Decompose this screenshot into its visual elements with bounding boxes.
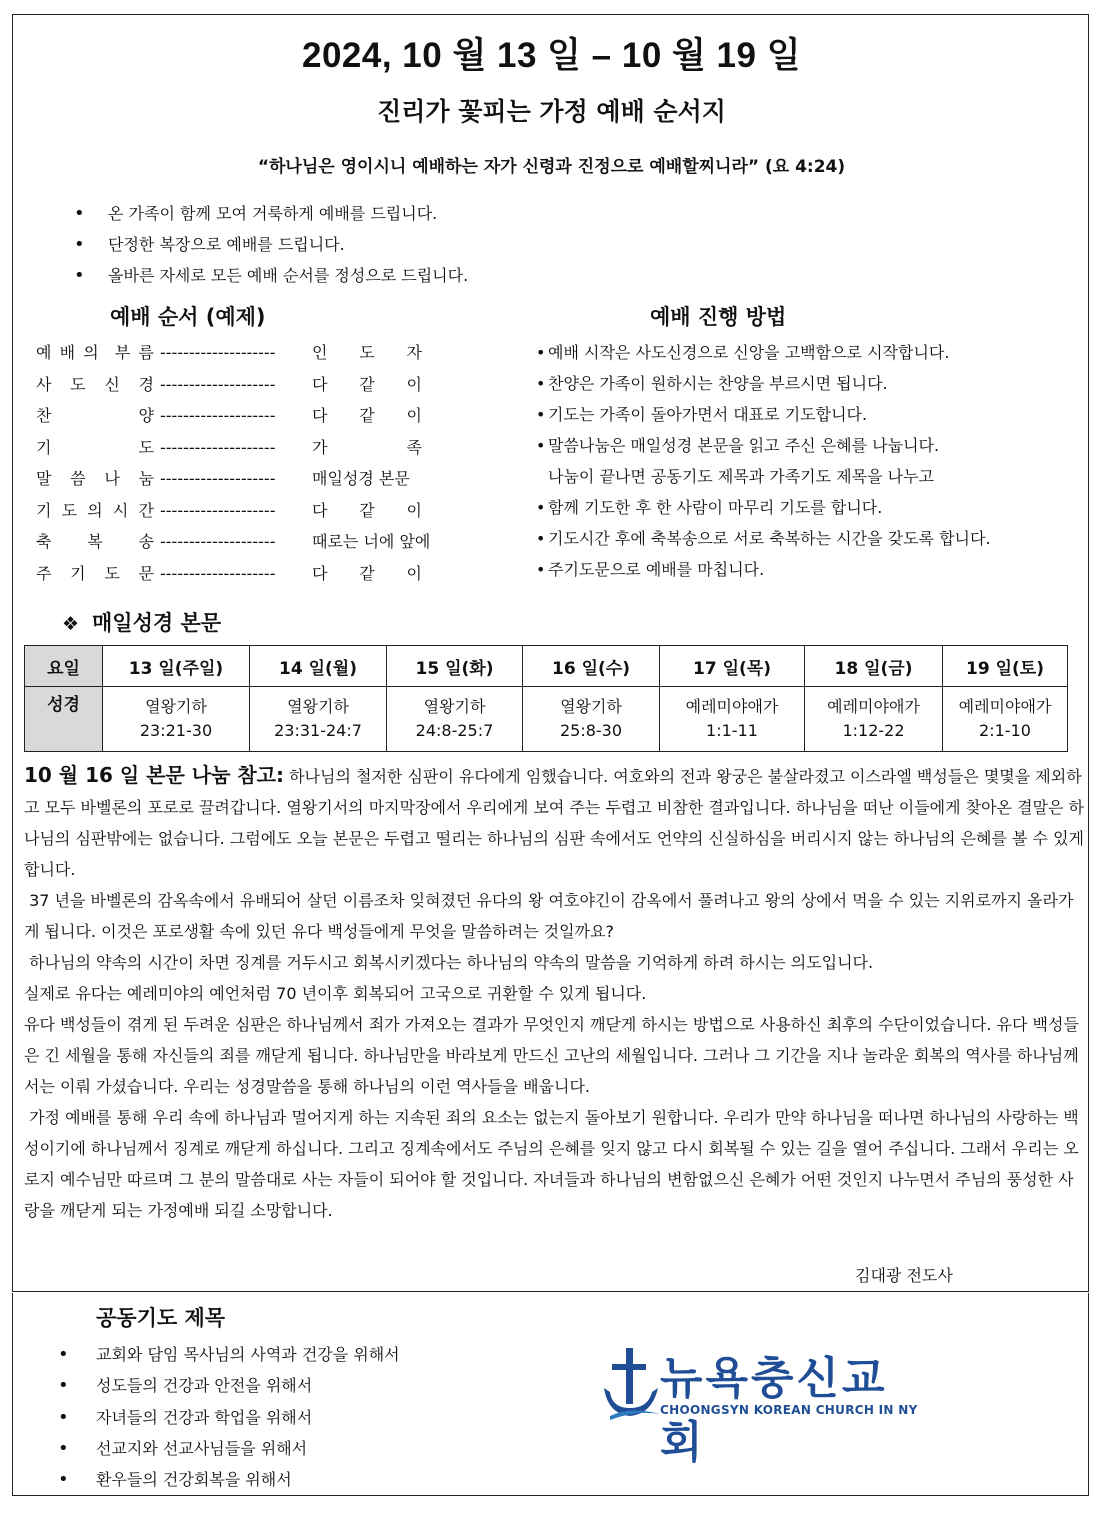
prayer-item: • 선교지와 선교사님들을 위해서 bbox=[58, 1435, 400, 1466]
table-row bbox=[25, 687, 1068, 752]
day-header-cell: 15 일(화) bbox=[387, 646, 523, 687]
day-header-cell: 13 일(주일) bbox=[103, 646, 250, 687]
reading-cell bbox=[943, 687, 1068, 752]
day-header-cell: 19 일(토) bbox=[943, 646, 1068, 687]
order-row bbox=[36, 339, 436, 371]
prayer-item: • 환우들의 건강회복을 위해서 bbox=[58, 1466, 400, 1497]
prayer-item: • 자녀들의 건강과 학업을 위해서 bbox=[58, 1404, 400, 1435]
prayer-item: • 성도들의 건강과 안전을 위해서 bbox=[58, 1372, 400, 1403]
order-item-name: 주 기 도 문 bbox=[36, 563, 154, 583]
order-dash-leader: -------------------- bbox=[160, 343, 276, 362]
bullet-icon: • bbox=[536, 529, 546, 548]
guideline-item: • 단정한 복장으로 예배를 드립니다. bbox=[74, 231, 468, 262]
author-name: 김대광 전도사 bbox=[855, 1266, 953, 1285]
bullet-icon: • bbox=[536, 343, 546, 362]
cross-anchor-icon bbox=[600, 1344, 664, 1424]
diamond-bullet-icon: ❖ bbox=[62, 613, 80, 635]
bullet-icon: • bbox=[536, 374, 546, 393]
order-item-leader: 때로는 너에 앞에 bbox=[312, 532, 431, 551]
reading-book: 예레미야애가 bbox=[958, 697, 1052, 716]
reading-book: 예레미야애가 bbox=[827, 697, 920, 716]
day-header-cell: 16 일(수) bbox=[523, 646, 660, 687]
bullet-icon: • bbox=[536, 405, 546, 424]
day-header-cell: 18 일(금) bbox=[805, 646, 943, 687]
reflection-section bbox=[24, 760, 1084, 1226]
reflection-intro: 하나님의 철저한 심판이 유다에게 임했습니다. 여호와의 전과 왕궁은 불살라졌고 이스라엘 백성들은 몇몇을 제외하고 모두 바벨론의 포로로 끌려갑니다. 열왕기서의 마지막장에서 우리에게 보여 주는 두렵고 비참한 결과입니다. 하나님을 떠난 이들에게 찾아온 결말은 하나님의 심판밖에는 없습니다. 그럼에도 오늘 본문은 두렵고 떨리는 하나님의 심판 속에서도 언약의 신실하심을 버리시지 않는 하나님의 은혜를 볼 수 있게 합니다. bbox=[24, 767, 1084, 879]
reading-book: 열왕기하 bbox=[560, 697, 622, 716]
bible-schedule-table bbox=[24, 645, 1068, 752]
page-title: 진리가 꽃피는 가정 예배 순서지 bbox=[377, 97, 726, 126]
order-item-leader: 다 같 이 bbox=[312, 374, 422, 394]
method-text: 말씀나눔은 매일성경 본문을 읽고 주신 은혜를 나눕니다. bbox=[548, 436, 940, 455]
church-logo bbox=[600, 1340, 930, 1468]
order-item-leader: 매일성경 본문 bbox=[312, 469, 410, 488]
verse-quote: “하나님은 영이시니 예배하는 자가 신령과 진정으로 예배할찌니라” (요 4:24) bbox=[257, 157, 846, 177]
order-dash-leader: -------------------- bbox=[160, 406, 276, 425]
reading-verses: 25:8-30 bbox=[559, 721, 623, 740]
method-row bbox=[536, 556, 1081, 587]
prayer-list bbox=[58, 1341, 400, 1497]
method-text: 나눔이 끝나면 공동기도 제목과 가족기도 제목을 나누고 bbox=[548, 467, 935, 486]
prayer-heading: 공동기도 제목 bbox=[96, 1306, 226, 1330]
reading-book: 열왕기하 bbox=[145, 697, 207, 716]
guideline-item: • 올바른 자세로 모든 예배 순서를 정성으로 드립니다. bbox=[74, 262, 468, 293]
order-item-leader: 가 족 bbox=[312, 437, 422, 457]
order-row bbox=[36, 434, 436, 466]
reading-book: 열왕기하 bbox=[287, 697, 349, 716]
order-heading: 예배 순서 (예제) bbox=[110, 305, 266, 329]
reading-verses: 24:8-25:7 bbox=[415, 721, 494, 740]
order-item-leader: 인 도 자 bbox=[312, 343, 422, 362]
reading-verses: 2:1-10 bbox=[979, 721, 1031, 740]
reflection-intro-paragraph bbox=[24, 760, 1084, 885]
bullet-icon: • bbox=[536, 498, 546, 517]
method-text: 함께 기도한 후 한 사람이 마무리 기도를 합니다. bbox=[548, 498, 883, 517]
reflection-paragraph: 가정 예배를 통해 우리 속에 하나님과 멀어지게 하는 지속된 죄의 요소는 없는지 돌아보기 원합니다. 우리가 만약 하나님을 떠나면 하나님의 사랑하는 백성이기에 하나님께서 징계로 깨닫게 하십니다. 그리고 징계속에서도 주님의 은혜를 잊지 않고 다시 회복될 수 있는 길을 열어 주십니다. 그래서 우리는 오로지 예수님만 따르며 그 분의 말씀대로 사는 자들이 되어야 할 것입니다. 자녀들과 하나님의 변함없으신 은혜가 어떤 것인지 나누면서 주님의 풍성한 사랑을 깨닫게 되는 가정예배 되길 소망합니다. bbox=[24, 1108, 1079, 1220]
table-header-row bbox=[25, 646, 1068, 687]
bullet-icon: • bbox=[536, 436, 546, 455]
order-item-name: 찬 양 bbox=[36, 406, 154, 425]
date-range-title: 2024, 10 월 13 일 – 10 월 19 일 bbox=[301, 36, 802, 75]
method-heading: 예배 진행 방법 bbox=[650, 305, 787, 329]
reading-cell bbox=[103, 687, 250, 752]
guideline-item: • 온 가족이 함께 모여 거룩하게 예배를 드립니다. bbox=[74, 200, 468, 231]
reflection-paragraph: 실제로 유다는 예레미야의 예언처럼 70 년이후 회복되어 고국으로 귀환할 수 있게 됩니다. bbox=[24, 984, 647, 1003]
order-dash-leader: -------------------- bbox=[160, 469, 276, 488]
order-item-name: 예 배 의 부 름 bbox=[36, 343, 154, 362]
method-row bbox=[536, 339, 1081, 370]
logo-name: 뉴욕충신교회 bbox=[660, 1353, 888, 1468]
order-item-name: 기 도 bbox=[36, 437, 154, 457]
reading-cell bbox=[660, 687, 805, 752]
reading-verses: 1:1-11 bbox=[706, 721, 758, 740]
method-text: 기도는 가족이 돌아가면서 대표로 기도합니다. bbox=[548, 405, 868, 424]
worship-order-list bbox=[36, 339, 436, 591]
reading-book: 예레미야애가 bbox=[685, 697, 779, 716]
logo-subtitle: CHOONGSYN KOREAN CHURCH IN NY bbox=[660, 1403, 918, 1417]
reading-cell bbox=[805, 687, 943, 752]
order-dash-leader: -------------------- bbox=[160, 532, 276, 551]
ref-label-cell: 성경 bbox=[25, 687, 103, 752]
reading-cell bbox=[523, 687, 660, 752]
order-row bbox=[36, 371, 436, 403]
method-text: 찬양은 가족이 원하시는 찬양을 부르시면 됩니다. bbox=[548, 374, 888, 393]
reflection-paragraph: 유다 백성들이 겪게 된 두려운 심판은 하나님께서 죄가 가져오는 결과가 무엇인지 깨닫게 하시는 방법으로 사용하신 최후의 수단이었습니다. 유다 백성들은 긴 세월을 통해 자신들의 죄를 깨닫게 됩니다. 하나님만을 바라보게 만드신 고난의 세월입니다. 그러나 그 기간을 지나 놀라운 회복의 역사를 하나님께서는 이뤄 가셨습니다. 우리는 성경말씀을 통해 하나님의 이런 역사들을 배웁니다. bbox=[24, 1015, 1079, 1096]
order-dash-leader: -------------------- bbox=[160, 500, 276, 520]
order-row bbox=[36, 465, 436, 497]
order-dash-leader: -------------------- bbox=[160, 563, 276, 583]
order-row bbox=[36, 402, 436, 434]
method-row bbox=[536, 494, 1081, 525]
day-label-cell: 요일 bbox=[25, 646, 103, 687]
bullet-icon: • bbox=[536, 560, 546, 579]
method-row bbox=[536, 370, 1081, 401]
order-dash-leader: -------------------- bbox=[160, 437, 276, 457]
reading-verses: 23:21-30 bbox=[139, 721, 213, 740]
order-item-leader: 다 같 이 bbox=[312, 500, 422, 520]
method-row bbox=[536, 401, 1081, 432]
reading-book: 열왕기하 bbox=[423, 697, 486, 716]
order-item-name: 기 도 의 시 간 bbox=[36, 500, 154, 520]
day-header-cell: 17 일(목) bbox=[660, 646, 805, 687]
order-dash-leader: -------------------- bbox=[160, 374, 276, 394]
method-text: 예배 시작은 사도신경으로 신앙을 고백함으로 시작합니다. bbox=[548, 343, 950, 362]
method-text: 기도시간 후에 축복송으로 서로 축복하는 시간을 갖도록 합니다. bbox=[548, 529, 991, 548]
reading-verses: 1:12-22 bbox=[842, 721, 905, 740]
bible-heading bbox=[62, 607, 221, 637]
order-item-leader: 다 같 이 bbox=[312, 563, 422, 583]
order-row bbox=[36, 528, 436, 560]
method-row bbox=[536, 463, 1081, 494]
reading-verses: 23:31-24:7 bbox=[274, 721, 362, 740]
worship-method-list bbox=[536, 339, 1081, 587]
reflection-paragraph: 37 년을 바벨론의 감옥속에서 유배되어 살던 이름조차 잊혀졌던 유다의 왕 여호야긴이 감옥에서 풀려나고 왕의 상에서 먹을 수 있는 지위로까지 올라가게 됩니다. 이것은 포로생활 속에 있던 유다 백성들에게 무엇을 말씀하려는 것일까요? bbox=[24, 891, 1074, 941]
guidelines-list bbox=[74, 200, 468, 293]
day-header-cell: 14 일(월) bbox=[250, 646, 387, 687]
reflection-title: 10 월 16 일 본문 나눔 참고: bbox=[24, 763, 284, 787]
reading-cell bbox=[387, 687, 523, 752]
method-text: 주기도문으로 예배를 마칩니다. bbox=[548, 560, 765, 579]
prayer-item: • 교회와 담임 목사님의 사역과 건강을 위해서 bbox=[58, 1341, 400, 1372]
reading-cell bbox=[250, 687, 387, 752]
order-row bbox=[36, 497, 436, 529]
method-row bbox=[536, 432, 1081, 463]
method-row bbox=[536, 525, 1081, 556]
order-row bbox=[36, 560, 436, 592]
order-item-leader: 다 같 이 bbox=[312, 406, 422, 425]
reflection-paragraph: 하나님의 약속의 시간이 차면 징계를 거두시고 회복시키겠다는 하나님의 약속의 말씀을 기억하게 하려 하시는 의도입니다. bbox=[24, 953, 874, 972]
order-item-name: 축 복 송 bbox=[36, 532, 154, 551]
order-item-name: 말 씀 나 눔 bbox=[36, 469, 154, 488]
order-item-name: 사 도 신 경 bbox=[36, 374, 154, 394]
bible-heading-label: 매일성경 본문 bbox=[92, 611, 222, 635]
